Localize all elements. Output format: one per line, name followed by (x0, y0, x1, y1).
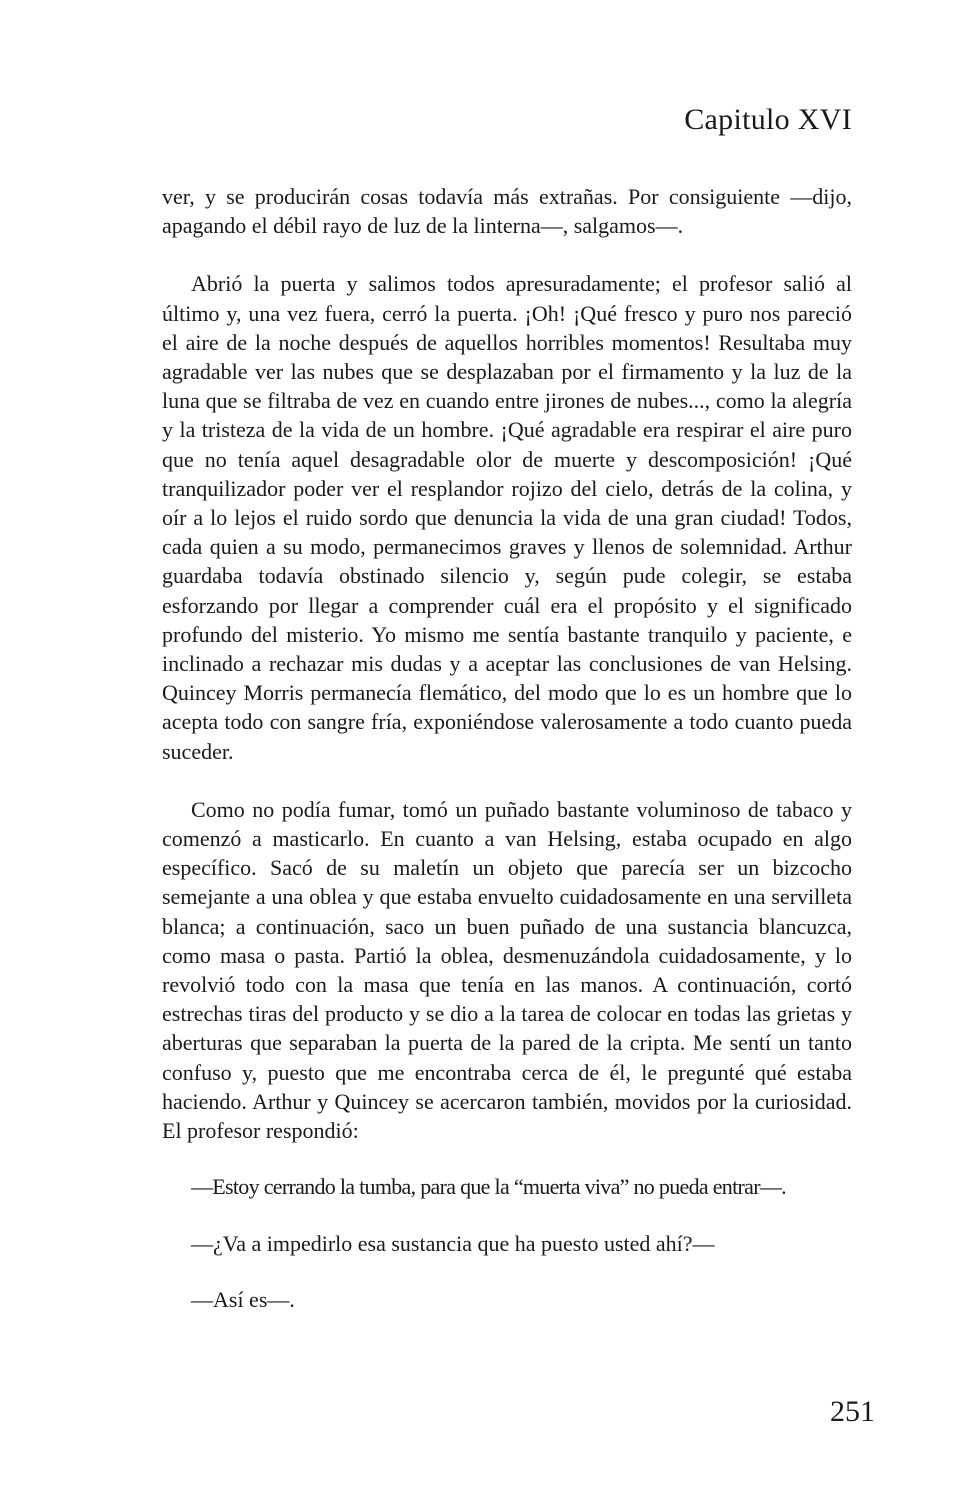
paragraph-continuation: ver, y se producirán cosas todavía más extrañas. Por consiguiente —dijo, apagando el débil rayo de luz de la linterna—, salgamos—. (162, 184, 852, 239)
chapter-title: Capitulo XVI (684, 103, 852, 136)
page-number: 251 (830, 1395, 875, 1428)
page-body (162, 182, 852, 1314)
dialogue-line-1: —Estoy cerrando la tumba, para que la “muerta viva” no pueda entrar—. (191, 1174, 786, 1200)
dialogue-line-3: —Así es—. (191, 1286, 295, 1312)
paragraph-wafer-sealing: Como no podía fumar, tomó un puñado bastante voluminoso de tabaco y comenzó a masticarlo. En cuanto a van Helsing, estaba ocupado en algo específico. Sacó de su maletín un objeto que parecía ser un bizcocho semejante a una oblea y que estaba envuelto cuidadosamente en una servilleta blanca; a continuación, saco un buen puñado de una sustancia blancuzca, como masa o pasta. Partió la oblea, desmenuzándola cuidadosamente, y lo revolvió todo con la masa que tenía en las manos. A continuación, cortó estrechas tiras del producto y se dio a la tarea de colocar en todas las grietas y aberturas que separaban la puerta de la pared de la cripta. Me sentí un tanto confuso y, puesto que me encontraba cerca de él, le pregunté qué estaba haciendo. Arthur y Quincey se acercaron también, movidos por la curiosidad. El profesor respondió: (162, 796, 852, 1144)
paragraph-night-air: Abrió la puerta y salimos todos apresuradamente; el profesor salió al último y, una vez fuera, cerró la puerta. ¡Oh! ¡Qué fresco y puro nos pareció el aire de la noche después de aquellos horribles momentos! Resultaba muy agradable ver las nubes que se desplazaban por el firmamento y la luz de la luna que se filtraba de vez en cuando entre jirones de nubes..., como la alegría y la tristeza de la vida de un hombre. ¡Qué agradable era respirar el aire puro que no tenía aquel desagradable olor de muerte y descomposición! ¡Qué tranquilizador poder ver el resplandor rojizo del cielo, detrás de la colina, y oír a lo lejos el ruido sordo que denuncia la vida de una gran ciudad! Todos, cada quien a su modo, permanecimos graves y llenos de solemnidad. Arthur guardaba todavía obstinado silencio y, según pude colegir, se estaba esforzando por llegar a comprender cuál era el propósito y el significado profundo del misterio. Yo mismo me sentía bastante tranquilo y paciente, e inclinado a rechazar mis dudas y a aceptar las conclusiones de van Helsing. Quincey Morris permanecía flemático, del modo que lo es un hombre que lo acepta todo con sangre fría, exponiéndose valerosamente a todo cuanto pueda suceder. (162, 271, 852, 764)
dialogue-line-2: —¿Va a impedirlo esa sustancia que ha puesto usted ahí?— (191, 1230, 715, 1256)
